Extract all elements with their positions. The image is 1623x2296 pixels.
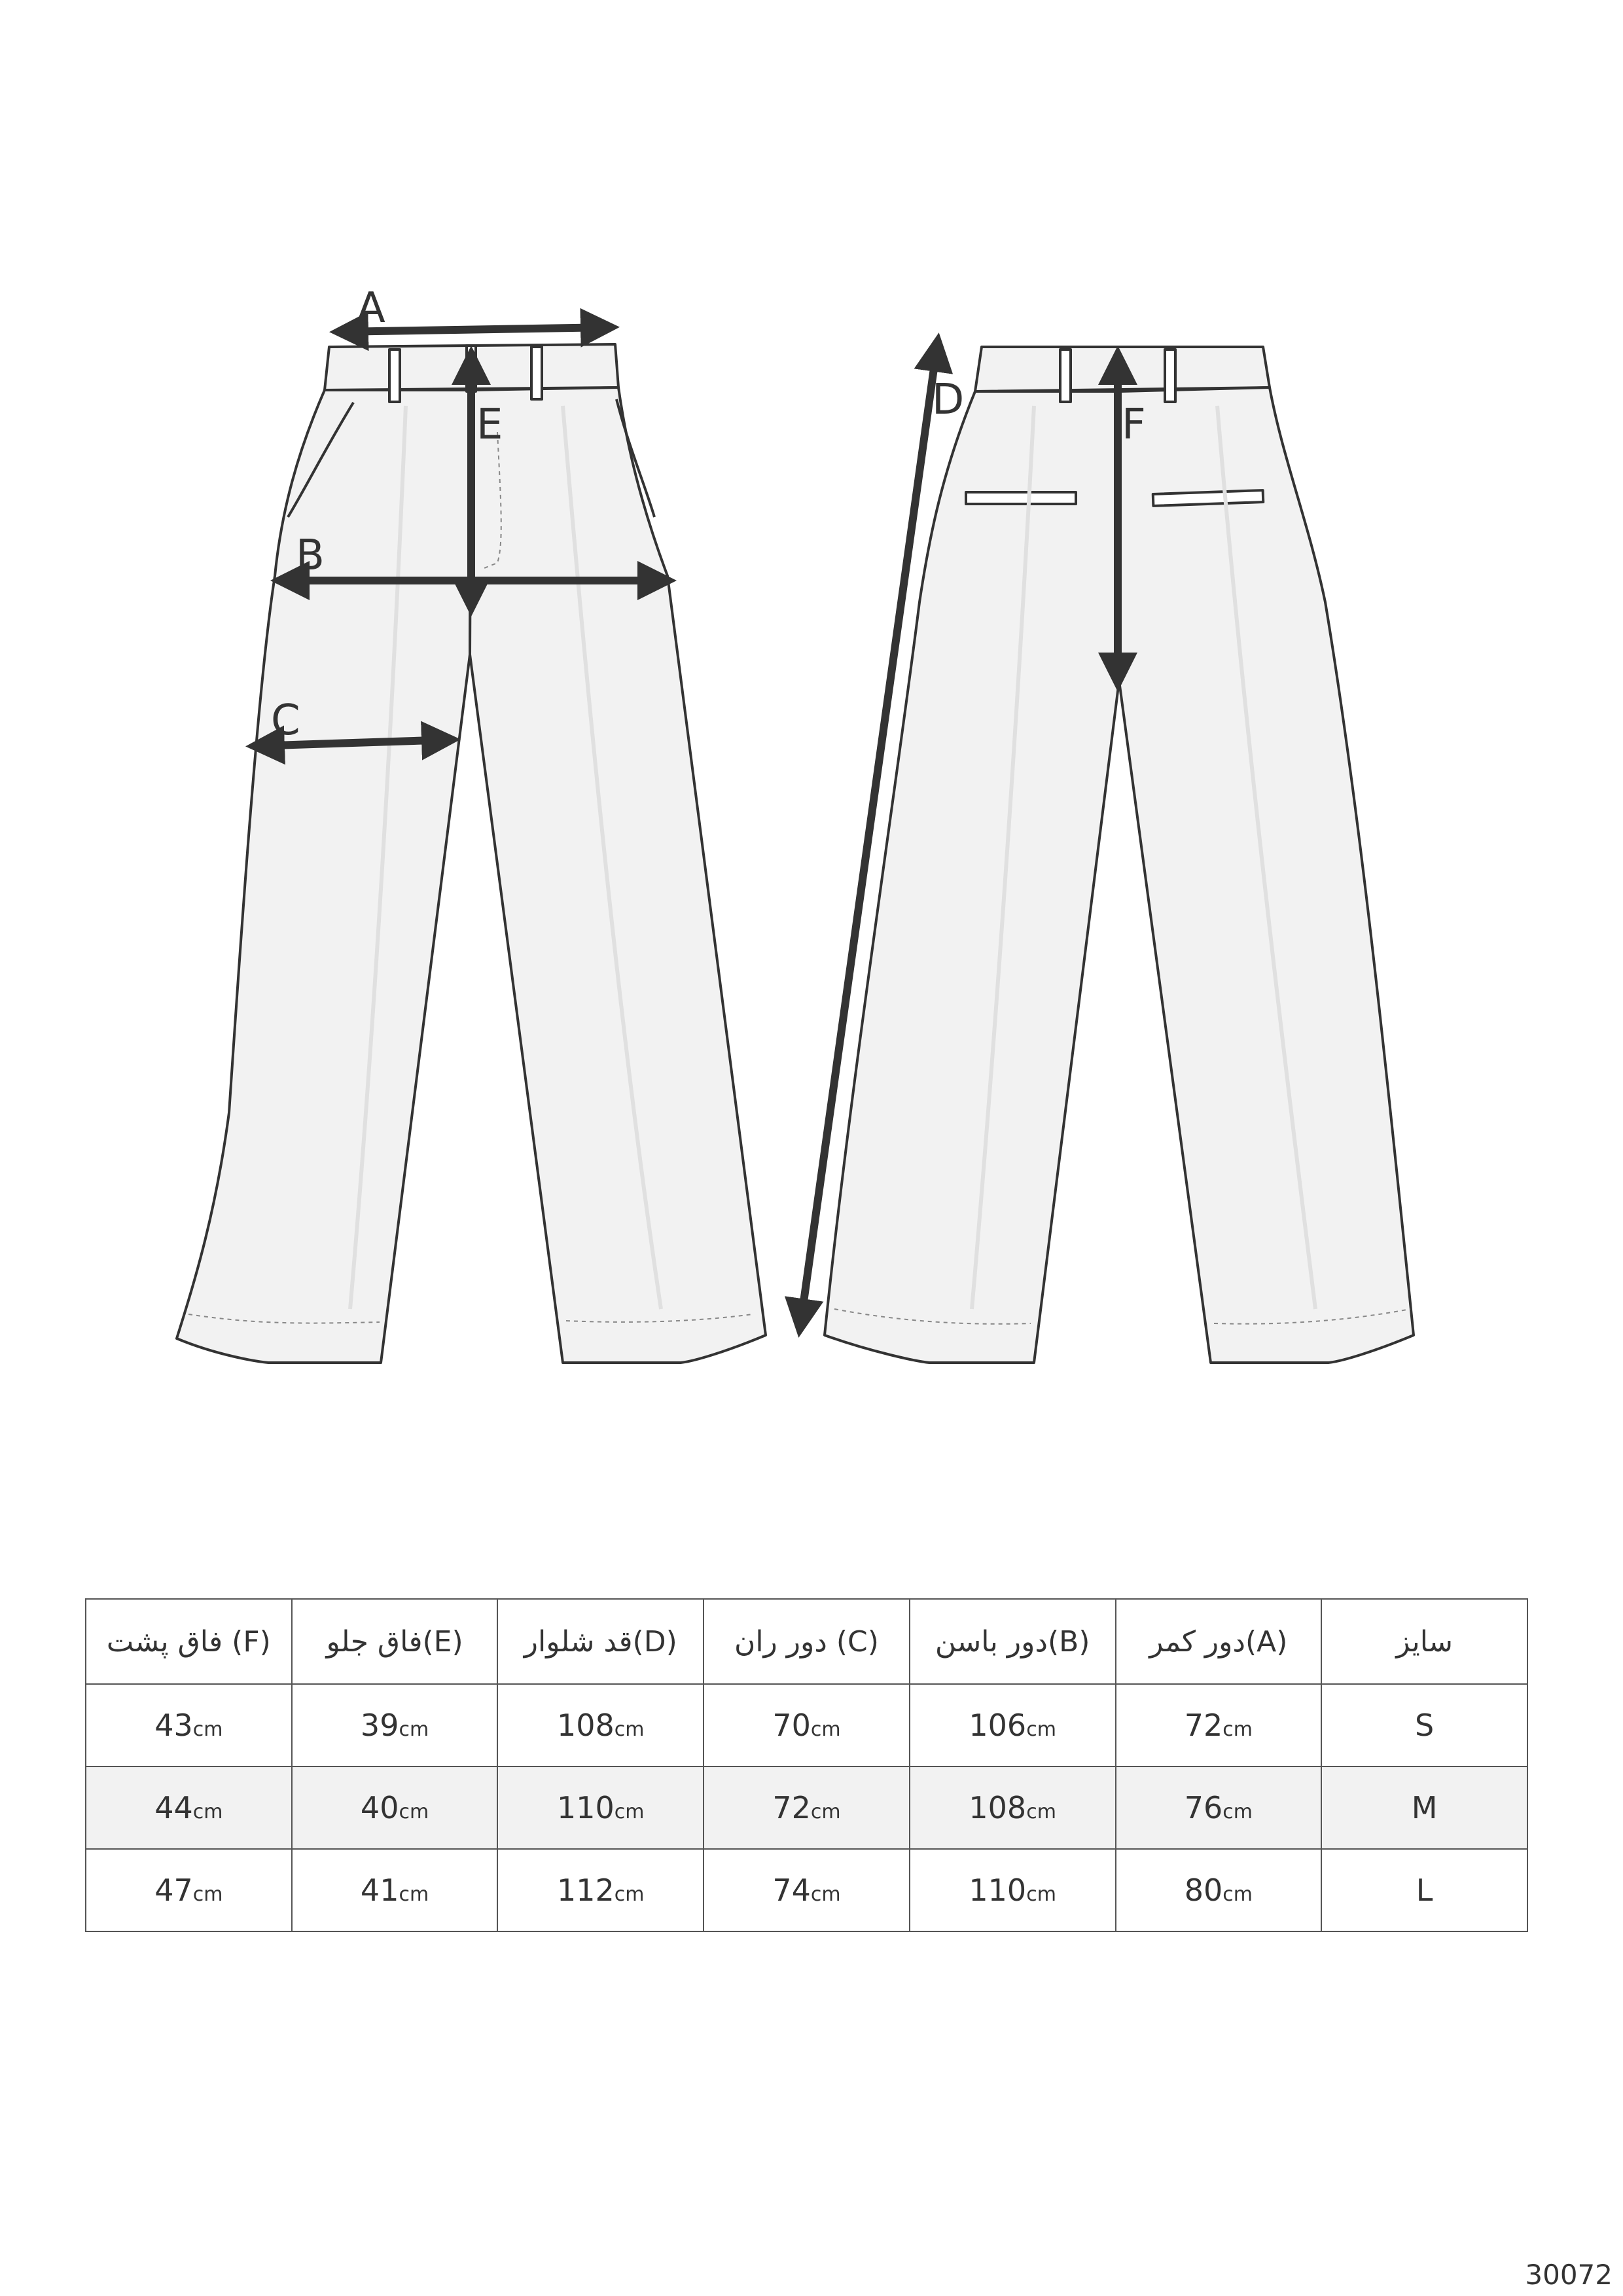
header-e: فاق جلو(E) <box>292 1599 498 1684</box>
cell-a: 76cm <box>1116 1767 1322 1849</box>
back-left-leg <box>825 391 1120 1363</box>
cell-d: 112cm <box>497 1849 704 1931</box>
cell-b: 108cm <box>910 1767 1116 1849</box>
table-row <box>86 1767 1527 1849</box>
header-a: دور کمر(A) <box>1116 1599 1322 1684</box>
back-right-leg <box>1119 387 1414 1363</box>
table-row <box>86 1684 1527 1767</box>
header-c: دور ران (C) <box>704 1599 910 1684</box>
header-d: قد شلوار(D) <box>497 1599 704 1684</box>
header-size: سایز <box>1321 1599 1527 1684</box>
cell-e: 39cm <box>292 1684 498 1767</box>
table-header-row <box>86 1599 1527 1684</box>
size-table <box>85 1598 1528 1932</box>
cell-e: 41cm <box>292 1849 498 1931</box>
label-b: B <box>296 531 325 580</box>
label-a: A <box>357 284 385 332</box>
product-code: 30072 <box>1525 2259 1613 2291</box>
cell-f: 44cm <box>86 1767 292 1849</box>
cell-f: 47cm <box>86 1849 292 1931</box>
cell-size: S <box>1321 1684 1527 1767</box>
table-row <box>86 1849 1527 1931</box>
label-e: E <box>476 401 503 449</box>
label-f: F <box>1122 401 1146 449</box>
cell-c: 72cm <box>704 1767 910 1849</box>
cell-f: 43cm <box>86 1684 292 1767</box>
cell-c: 70cm <box>704 1684 910 1767</box>
cell-b: 106cm <box>910 1684 1116 1767</box>
back-waistband <box>975 347 1270 391</box>
header-b: دور باسن(B) <box>910 1599 1116 1684</box>
cell-a: 72cm <box>1116 1684 1322 1767</box>
cell-d: 110cm <box>497 1767 704 1849</box>
cell-size: L <box>1321 1849 1527 1931</box>
cell-e: 40cm <box>292 1767 498 1849</box>
cell-a: 80cm <box>1116 1849 1322 1931</box>
header-f: فاق پشت (F) <box>86 1599 292 1684</box>
front-right-leg <box>470 387 766 1363</box>
label-d: D <box>932 376 965 424</box>
cell-b: 110cm <box>910 1849 1116 1931</box>
cell-c: 74cm <box>704 1849 910 1931</box>
cell-size: M <box>1321 1767 1527 1849</box>
label-c: C <box>271 696 300 745</box>
cell-d: 108cm <box>497 1684 704 1767</box>
